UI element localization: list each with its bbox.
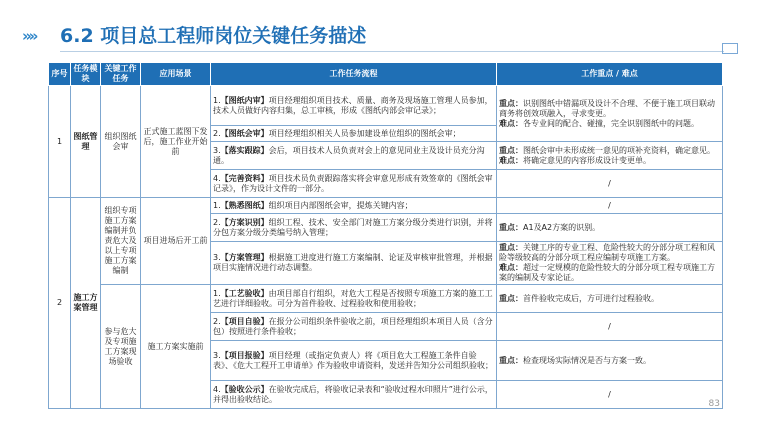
focus-cell: 重点：识别图纸中错漏项及设计不合理、不便于施工项目联动商务将创效项融入，寻求变更。 难点：各专业间的配合、碰撞，完全识别图纸中的问题。 — [497, 86, 723, 142]
col-header-module: 任务模块 — [71, 63, 101, 86]
flow-step: 4.【完善资料】项目技术员负责跟踪落实将会审意见形成有效签章的《图纸会审记录》，作为设计文件的一部分。 — [211, 170, 497, 198]
flow-step: 3.【落实跟踪】会后，项目技术人员负责对会上的意见同业主及设计员充分沟通。 — [211, 142, 497, 170]
row-number: 2 — [49, 198, 71, 409]
col-header-focus: 工作重点 / 难点 — [497, 63, 723, 86]
corner-box-icon — [722, 43, 738, 54]
flow-step: 3.【方案管理】根据施工进度进行施工方案编制、论证及审核审批管理，并根据项目实施情况进行动态调整。 — [211, 242, 497, 285]
focus-cell: 重点：图纸会审中未形成统一意见的项补充资料，确定意见。 难点：将确定意见的内容形成设计变更单。 — [497, 142, 723, 170]
page-title: 6.2 项目总工程师岗位关键任务描述 — [60, 25, 367, 47]
focus-cell: 重点：关键工序的专业工程、危险性较大的分部分项工程和风险等级较高的分部分项工程应编制专项施工方案。 难点：超过一定规模的危险性较大的分部分项工程专项施工方案的编制及专家论证。 — [497, 242, 723, 285]
chevron-right-icon: »» — [22, 27, 36, 45]
focus-empty: / — [497, 381, 723, 409]
flow-step: 1.【图纸内审】项目经理组织项目技术、质量、商务及现场施工管理人员参加，技术人员做好内容归集，总工审核，形成《图纸内部会审记录》； — [211, 86, 497, 126]
scene-cell: 正式施工蓝图下发后，施工作业开始前 — [141, 86, 211, 198]
row-number: 1 — [49, 86, 71, 198]
scene-cell: 施工方案实施前 — [141, 285, 211, 409]
focus-cell: 重点：首件验收完成后，方可进行过程验收。 — [497, 285, 723, 313]
focus-empty: / — [497, 198, 723, 214]
col-header-task: 关键工作任务 — [101, 63, 141, 86]
table-row — [49, 285, 723, 313]
col-header-flow: 工作任务流程 — [211, 63, 497, 86]
flow-step: 2.【方案识别】组织工程、技术、安全部门对施工方案分级分类进行识别，并将分包方案分级分类编号纳入管理； — [211, 214, 497, 242]
flow-step: 2.【图纸会审】项目经理组织相关人员参加建设单位组织的图纸会审； — [211, 126, 497, 142]
focus-cell: 重点：A1及A2方案的识别。 — [497, 214, 723, 242]
slide-header — [0, 0, 760, 56]
flow-step: 1.【熟悉图纸】组织项目内部图纸会审，提炼关键内容； — [211, 198, 497, 214]
focus-empty: / — [497, 313, 723, 341]
flow-step: 2.【项目自验】在报分公司组织条件验收之前，项目经理组织本项目人员（含分包）按照进行条件验收； — [211, 313, 497, 341]
task-cell: 组织专项施工方案编制并负责危大及以上专项施工方案编制 — [101, 198, 141, 285]
flow-step: 3.【项目报验】项目经理（或指定负责人）将《项目危大工程施工条件自验表》、《危大工程开工申请单》作为验收申请资料，发送并告知分公司组织验收； — [211, 341, 497, 381]
flow-step: 1.【工艺验收】由项目部自行组织，对危大工程是否按照专项施工方案的施工工艺进行详细验收。可分为首件验收、过程验收和使用验收； — [211, 285, 497, 313]
flow-step: 4.【验收公示】在验收完成后，将验收记录表和“验收过程水印照片”进行公示，并得出验收结论。 — [211, 381, 497, 409]
page-number: 83 — [708, 399, 720, 409]
table-row — [49, 198, 723, 214]
module-cell: 图纸管理 — [71, 86, 101, 198]
task-cell: 参与危大及专项施工方案现场验收 — [101, 285, 141, 409]
table-row — [49, 86, 723, 126]
table-header-row — [49, 63, 723, 86]
header-divider — [60, 51, 724, 52]
col-header-no: 序号 — [49, 63, 71, 86]
col-header-scene: 应用场景 — [141, 63, 211, 86]
scene-cell: 项目进场后开工前 — [141, 198, 211, 285]
focus-cell: 重点：检查现场实际情况是否与方案一致。 — [497, 341, 723, 381]
task-table — [48, 62, 723, 409]
module-cell: 施工方案管理 — [71, 198, 101, 409]
focus-empty: / — [497, 170, 723, 198]
task-cell: 组织图纸会审 — [101, 86, 141, 198]
